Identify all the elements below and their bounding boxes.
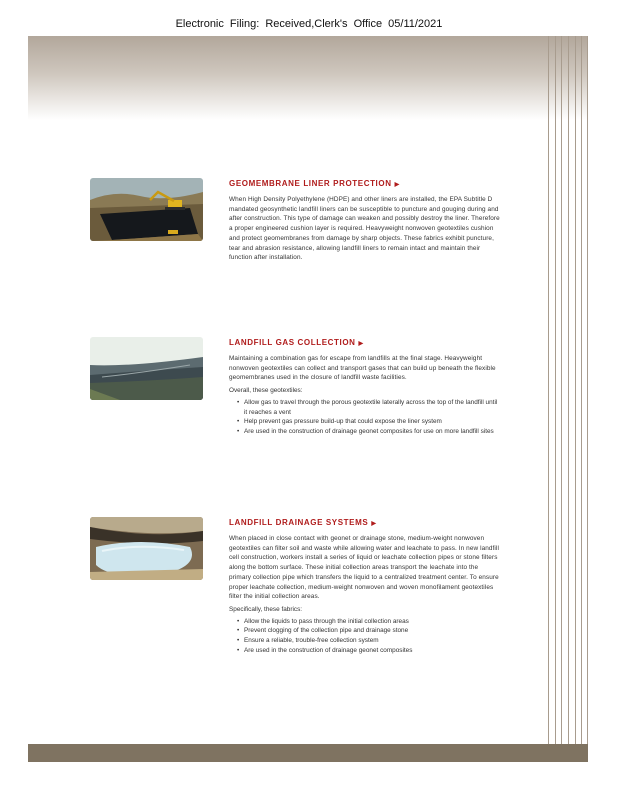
arrow-right-icon: ▶ — [394, 182, 400, 188]
footer-bar — [28, 744, 588, 762]
header-band — [28, 36, 588, 120]
filing-header: Electronic Filing: Received,Clerk's Office 05/11/2021 — [175, 18, 443, 30]
decorative-vertical-lines — [548, 36, 588, 744]
section-title: GEOMEMBRANE LINER PROTECTION ▶ — [229, 178, 501, 191]
photo-landfill-slope — [90, 337, 203, 400]
list-item: • Ensure a reliable, trouble-free collection system — [240, 636, 501, 646]
section-paragraph: When High Density Polyethylene (HDPE) and other liners are installed, the EPA Subtitle D mandated geosynthetic landfill liners can be susceptible to puncture and gouging during and after construction. This type of damage can weaken and possibly destroy the liner. Therefore a proper engineered cushion layer is required. Heavyweight nonwoven geotextiles cushion and protect geomembranes from damage by sharp objects. These fabrics exhibit puncture, tear and abrasion resistance, allowing landfill liners to remain intact and maintain their function after installation. — [229, 196, 500, 262]
section-subheading: Overall, these geotextiles: — [229, 387, 303, 395]
photo-excavator-liner-installation — [90, 178, 203, 241]
photo-drainage-pond — [90, 517, 203, 580]
bullet-list — [229, 617, 501, 656]
list-item: • Prevent clogging of the collection pipe and drainage stone — [240, 626, 501, 636]
list-item: • Allow the liquids to pass through the initial collection areas — [240, 617, 501, 627]
list-item: • Are used in the construction of drainage geonet composites — [240, 646, 501, 656]
section-paragraph: When placed in close contact with geonet or drainage stone, medium-weight nonwoven geotextiles can filter soil and waste while allowing water and leachate to pass. In new landfill cell construction, workers install a series of liquid or leachate collection pipes or stone filters along the bottom surface. These initial collection areas transport the leachate into the primary collection pipe which transfers the liquid to a centralized treatment center. To ensure proper leachate collection, medium-weight nonwoven and woven monofilament geotextiles filter the initial collection areas. — [229, 535, 499, 601]
section-title: LANDFILL GAS COLLECTION ▶ — [229, 337, 501, 350]
section-subheading: Specifically, these fabrics: — [229, 605, 303, 613]
list-item: • Help prevent gas pressure build-up that could expose the liner system — [240, 417, 501, 427]
bullet-list — [229, 398, 501, 437]
section-title: LANDFILL DRAINAGE SYSTEMS ▶ — [229, 517, 501, 530]
list-item: • Are used in the construction of drainage geonet composites for use on more landfill sites — [240, 427, 501, 437]
arrow-right-icon: ▶ — [371, 521, 377, 527]
list-item: • Allow gas to travel through the porous geotextile laterally across the top of the landfill until it reaches a vent — [240, 398, 501, 417]
section-paragraph: Maintaining a combination gas for escape from landfills at the final stage. Heavyweight nonwoven geotextiles can collect and transport gases that can build up beneath the flexible geomembranes used in the closure of landfill waste facilities. — [229, 355, 496, 382]
arrow-right-icon: ▶ — [358, 341, 364, 347]
